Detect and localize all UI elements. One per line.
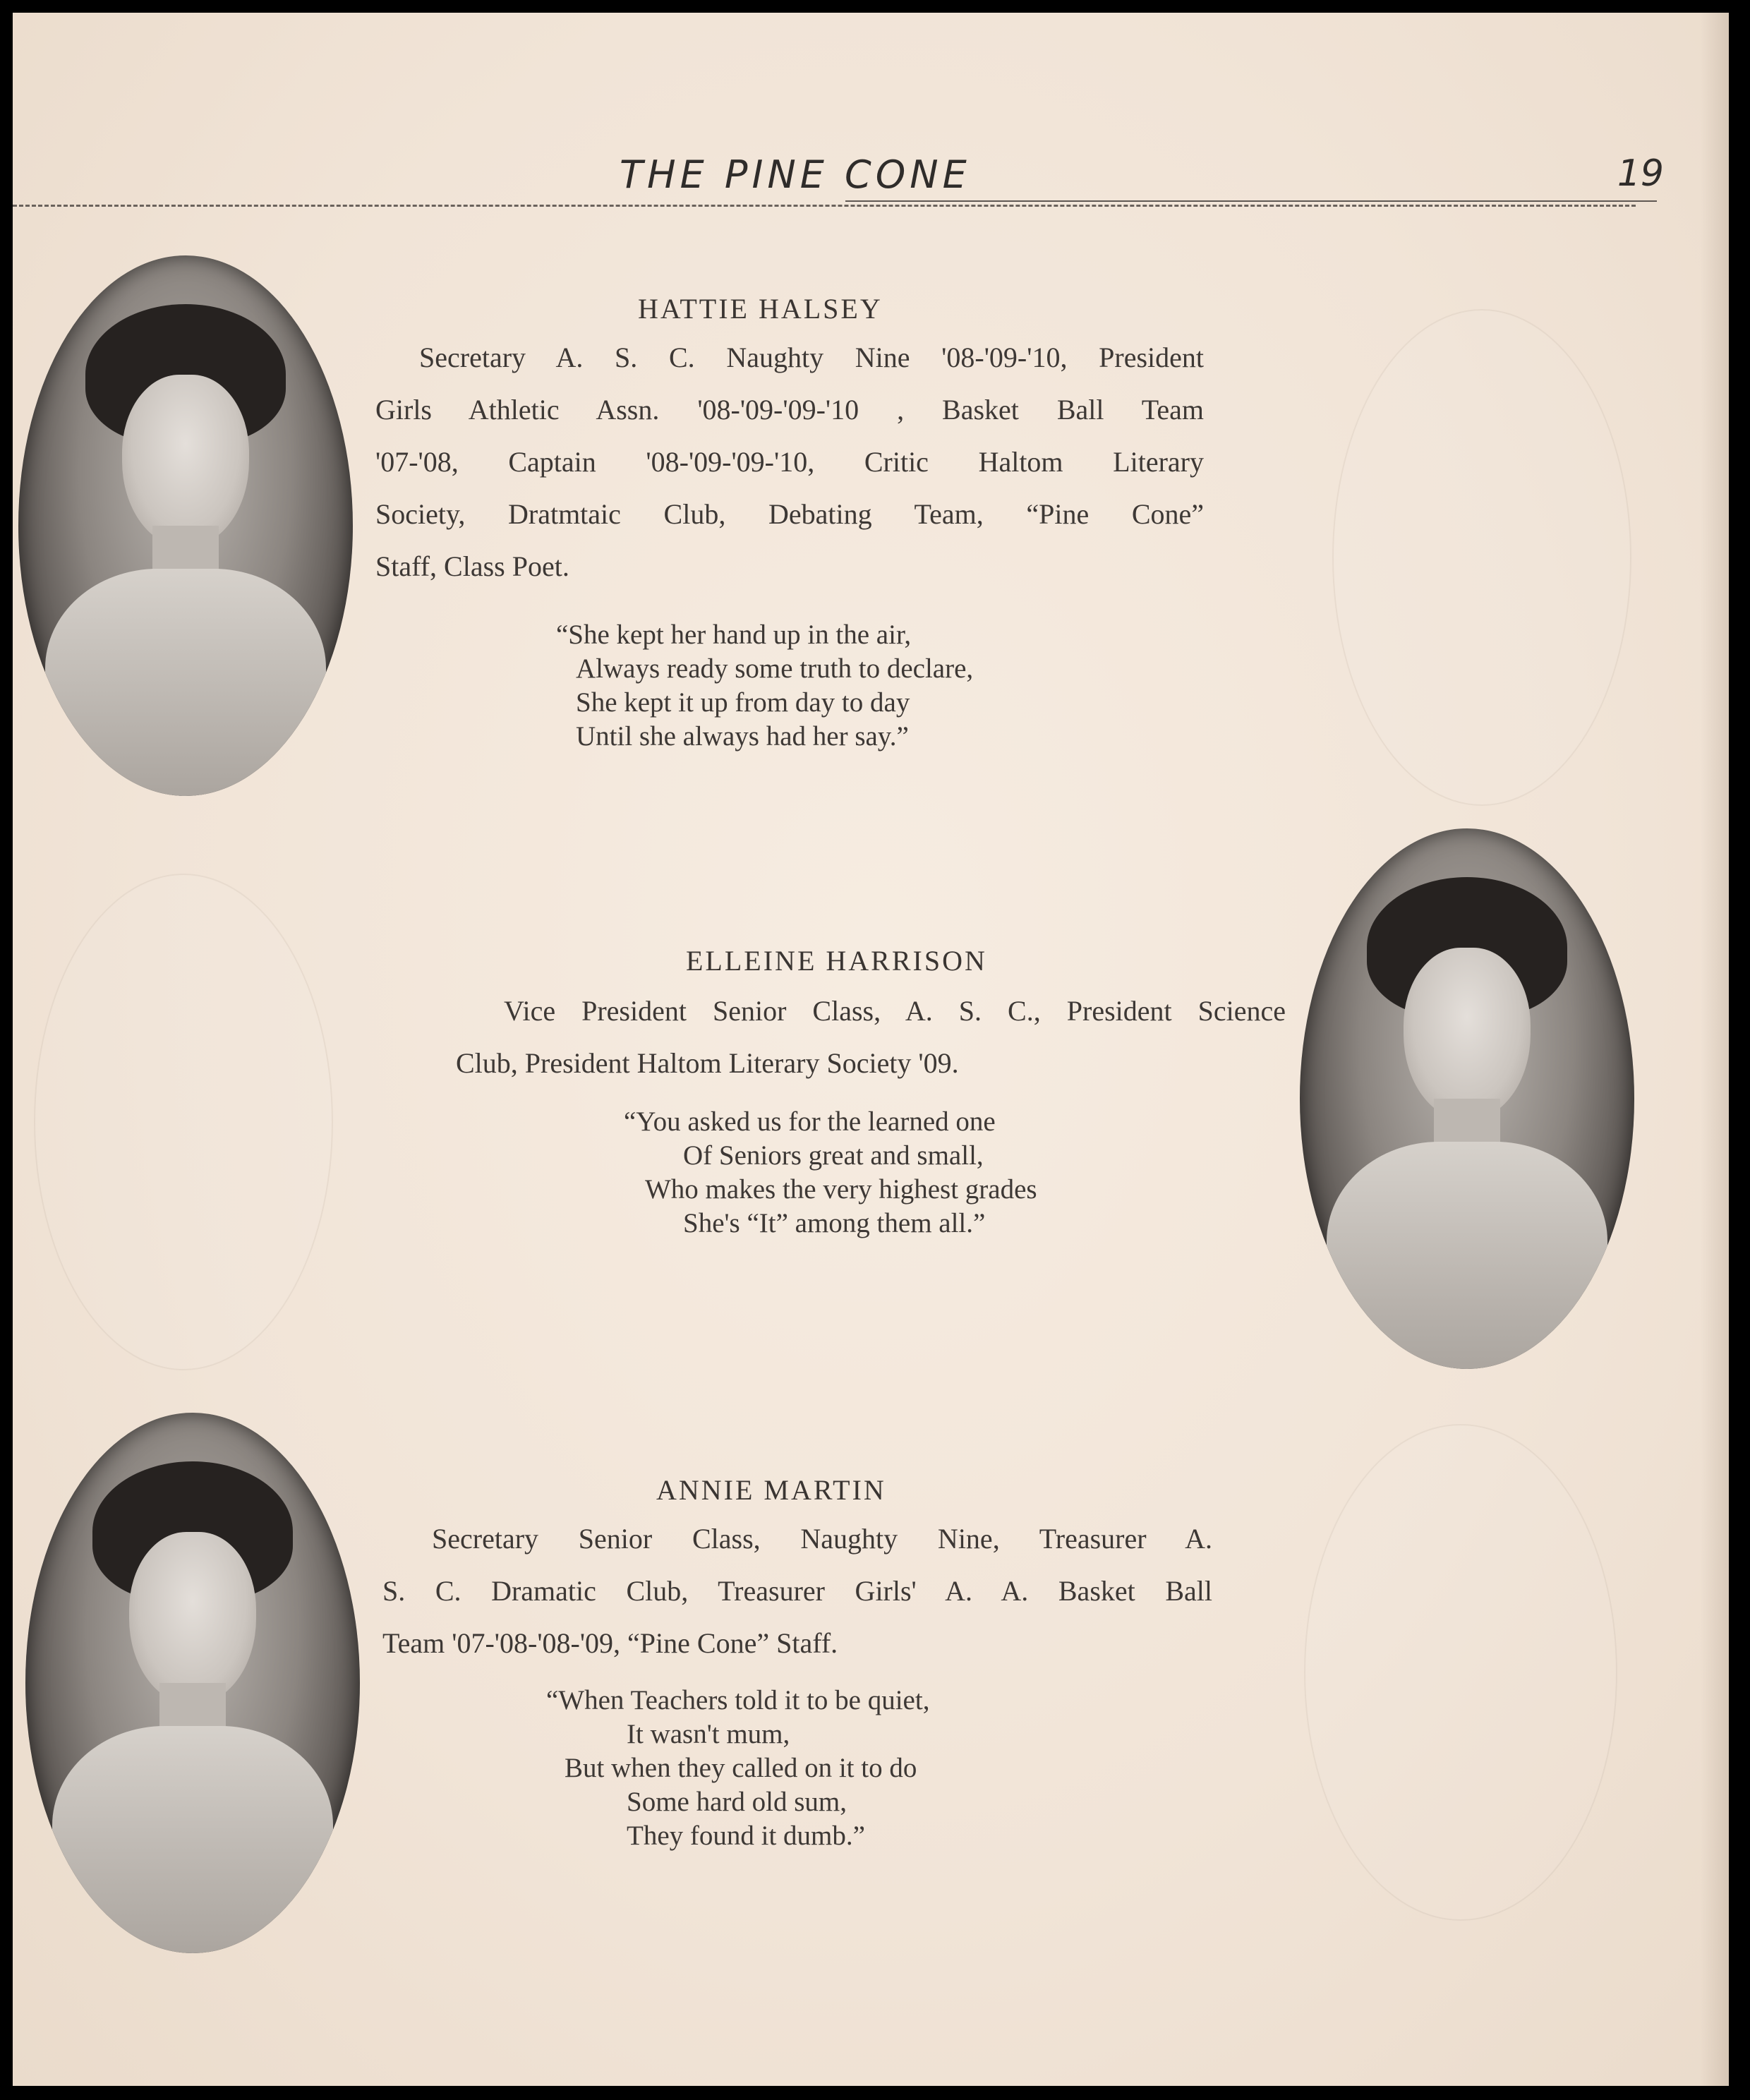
poem-line: She kept it up from day to day (576, 687, 910, 718)
ghost-oval-left-middle (34, 874, 333, 1370)
poem-line: But when they called on it to do (565, 1753, 917, 1783)
portrait-face (129, 1532, 256, 1705)
entry-poem (556, 618, 973, 754)
bio-line: S. C. Dramatic Club, Treasurer Girls' A. A. Basket Ball (382, 1575, 1212, 1607)
bio-line: Secretary Senior Class, Naughty Nine, Treasurer A. (432, 1523, 1212, 1555)
entry-name: HATTIE HALSEY (638, 293, 883, 325)
yearbook-page (13, 13, 1729, 2086)
portrait-elleine-harrison (1300, 828, 1634, 1369)
poem-line: It wasn't mum, (627, 1719, 790, 1749)
poem-line: Who makes the very highest grades (645, 1174, 1037, 1205)
portrait-dress (52, 1726, 333, 1953)
page-gutter-shadow (1701, 13, 1729, 2086)
poem-line: “You asked us for the learned one (624, 1106, 996, 1137)
entry-bio (382, 1513, 1212, 1670)
poem-line: “She kept her hand up in the air, (556, 620, 912, 650)
bio-line: Team '07-'08-'08-'09, “Pine Cone” Staff. (382, 1627, 838, 1659)
entry-poem (624, 1105, 1037, 1241)
bio-line: Girls Athletic Assn. '08-'09-'09-'10 , Basket Ball Team (375, 394, 1204, 426)
poem-line: “When Teachers told it to be quiet, (546, 1685, 930, 1715)
portrait-dress (45, 569, 326, 796)
poem-line: They found it dumb.” (627, 1821, 865, 1851)
poem-line: She's “It” among them all.” (683, 1208, 986, 1238)
bio-line: Staff, Class Poet. (375, 550, 569, 582)
poem-line: Until she always had her say.” (576, 721, 909, 752)
entry-poem (546, 1684, 929, 1853)
running-header-title: THE PINE CONE (620, 152, 971, 197)
portrait-face (122, 375, 249, 548)
bio-line: Club, President Haltom Literary Society '09. (456, 1047, 959, 1079)
portrait-face (1404, 948, 1531, 1121)
entry-bio (375, 332, 1204, 593)
portrait-hattie-halsey (18, 255, 353, 796)
poem-line: Always ready some truth to declare, (576, 653, 974, 684)
ghost-oval-bottom-right (1304, 1424, 1617, 1921)
entry-name: ANNIE MARTIN (656, 1474, 886, 1506)
header-rule-right (845, 200, 1657, 202)
poem-line: Some hard old sum, (627, 1787, 847, 1817)
ghost-oval-top-right (1332, 309, 1631, 806)
header-rule (13, 205, 1636, 207)
entry-bio (456, 985, 1286, 1090)
portrait-dress (1327, 1142, 1607, 1369)
bio-line: Vice President Senior Class, A. S. C., President Science (504, 995, 1286, 1027)
entry-name: ELLEINE HARRISON (686, 945, 987, 977)
bio-line: Society, Dratmtaic Club, Debating Team, “Pine Cone” (375, 498, 1204, 530)
poem-line: Of Seniors great and small, (683, 1140, 984, 1171)
portrait-annie-martin (25, 1413, 360, 1953)
bio-line: Secretary A. S. C. Naughty Nine '08-'09-'10, President (419, 342, 1204, 373)
page-number: 19 (1617, 152, 1664, 195)
bio-line: '07-'08, Captain '08-'09-'09-'10, Critic Haltom Literary (375, 446, 1204, 478)
